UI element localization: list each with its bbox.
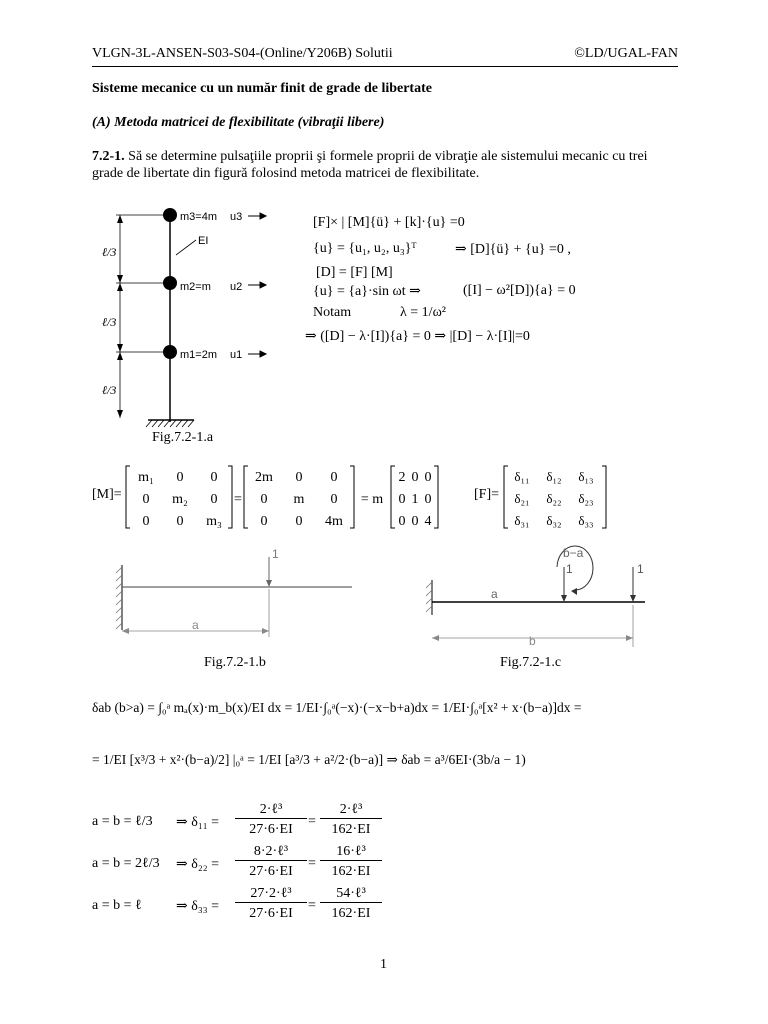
f-cell: δ₃₂ [546,513,562,528]
m-matrix-label: [M]= [92,487,122,502]
u2-label: u2 [230,281,243,293]
mn-cell: 4 [424,514,432,529]
m-cell: 0 [210,470,218,485]
eq-2b: ⇒ [D]{ü} + {u} =0 , [455,242,571,257]
m-cell: m₁ [138,470,154,485]
mass-1-label: m1=2m [180,349,217,361]
u3-label: u3 [230,211,243,223]
coeff-den1: 27·6·EI [249,864,293,879]
mv-cell: m [293,492,305,507]
displacement-arrows [248,213,266,357]
load-arrow [266,580,272,587]
fig-c-caption: Fig.7.2-1.c [500,655,562,670]
f-cell: δ₁₃ [578,469,594,484]
m-cell: 0 [142,492,150,507]
dim-arrow [117,283,123,291]
f-cell: δ₂₃ [578,491,594,506]
header-left: VLGN-3L-ANSEN-S03-S04-(Online/Y206B) Solutii [92,46,393,61]
dim-label: a [192,618,199,632]
eq-5b: λ = 1/ω² [400,305,446,320]
mv-cell: 0 [295,470,303,485]
eq-4b: ([I] − ω²[D]){a} = 0 [463,283,576,298]
mn-cell: 2 [398,470,406,485]
figure-a [98,200,288,430]
problem-statement [92,148,680,182]
ei-pointer [176,240,196,255]
mv-cell: 0 [260,514,268,529]
f-cell: δ₁₂ [546,469,562,484]
coeff-num1: 8·2·ℓ³ [235,844,307,861]
section-subtitle: (A) Metoda matricei de flexibilitate (vibraţii libere) [92,115,385,130]
m-cell: m₃ [206,514,222,529]
figure-b [112,545,362,640]
f-cell: δ₃₁ [514,513,530,528]
coeff-den2: 162·EI [331,906,371,921]
mass-1 [163,345,177,359]
coeff-num2: 2·ℓ³ [320,802,382,819]
m-cell: m₂ [172,492,188,507]
derivation-line-2: = 1/EI [x³/3 + x²·(b−a)/2] |₀ᵃ = 1/EI [a³/3 + a²/2·(b−a)] ⇒ δab = a³/6EI·(3b/a − 1) [92,752,526,767]
m-factor: = m [360,492,384,507]
coeff-num1: 27·2·ℓ³ [235,886,307,903]
dim-arrow [117,410,123,418]
dim-a-label: a [491,587,498,601]
mass-2 [163,276,177,290]
mv-cell: 4m [325,514,343,529]
f-cell: δ₃₃ [578,513,594,528]
coeff-symbol: ⇒ δ₃₃ = [176,899,219,914]
load-label-2: 1 [637,562,644,576]
seg-label-2: ℓ/3 [102,315,117,329]
m-cell: 0 [210,492,218,507]
mn-cell: 0 [411,514,419,529]
coeff-symbol: ⇒ δ₁₁ = [176,815,219,830]
load-arrow-1 [561,595,567,602]
coefficients-block [92,802,392,928]
mass-2-label: m2=m [180,281,211,293]
mv-cell: 0 [295,514,303,529]
mv-cell: 2m [255,470,273,485]
coeff-symbol: ⇒ δ₂₂ = [176,857,219,872]
f-cell: δ₂₁ [514,491,530,506]
wall-hatch [426,582,432,612]
dim-arrow [117,344,123,352]
mass-3 [163,208,177,222]
moment-arrow [571,588,577,595]
problem-text: Să se determine pulsaţiile proprii şi formele proprii de vibraţie ale sistemului mecanic cu trei grade de libertate din figură folosind metoda matricei de flexibilitate. [92,149,648,181]
figure-c [425,545,660,650]
mv-cell: 0 [260,492,268,507]
eq-2a: {u} = {u₁, u₂, u₃}ᵀ [313,241,417,256]
f-matrix-label: [F]= [474,487,500,502]
problem-number: 7.2-1. [92,149,125,164]
u1-label: u1 [230,349,243,361]
load-arrow-2 [630,595,636,602]
coeff-num2: 54·ℓ³ [320,886,382,903]
m-cell: 0 [176,514,184,529]
coeff-den2: 162·EI [331,864,371,879]
fig-b-caption: Fig.7.2-1.b [204,655,266,670]
coeff-row: a = b = ℓ/3 ⇒ δ₁₁ = 2·ℓ³ 27·6·EI = 2·ℓ³ 162·EI [92,802,392,844]
eq-6: ⇒ ([D] − λ·[I]){a} = 0 ⇒ |[D] − λ·[I]|=0 [305,329,530,344]
mv-cell: 0 [330,492,338,507]
wall-hatch [116,567,122,629]
m-cell: 0 [142,514,150,529]
mn-cell: 1 [411,492,419,507]
dim-arrow [117,275,123,283]
eq-3: [D] = [F] [M] [316,265,393,280]
equals-sign: = [234,492,242,507]
coeff-den1: 27·6·EI [249,822,293,837]
load-label-1: 1 [566,562,573,576]
mv-cell: 0 [330,470,338,485]
coeff-row: a = b = ℓ ⇒ δ₃₃ = 27·2·ℓ³ 27·6·EI = 54·ℓ³ 162·EI [92,886,392,928]
dim-b-label: b [529,634,536,648]
coeff-ab: a = b = ℓ/3 [92,814,153,829]
seg-label-3: ℓ/3 [102,245,117,259]
dim-arrow [117,215,123,223]
ei-label: EI [198,235,209,247]
coeff-ab: a = b = 2ℓ/3 [92,856,160,871]
load-label: 1 [272,547,279,561]
derivation-line-1: δab (b>a) = ∫₀ᵃ mₐ(x)·m_b(x)/EI dx = 1/EI·∫₀ᵃ(−x)·(−x−b+a)dx = 1/EI·∫₀ᵃ[x² + x·(b−a)]dx = [92,700,582,715]
seg-label-1: ℓ/3 [102,383,117,397]
mn-cell: 0 [398,492,406,507]
moment-label: b−a [563,546,584,560]
section-title: Sisteme mecanice cu un număr finit de grade de libertate [92,81,432,96]
f-cell: δ₁₁ [514,469,530,484]
mass-3-label: m3=4m [180,211,217,223]
coeff-num2: 16·ℓ³ [320,844,382,861]
header-right: ©LD/UGAL-FAN [574,46,678,61]
mn-cell: 0 [424,492,432,507]
page-number: 1 [380,957,387,972]
coeff-row: a = b = 2ℓ/3 ⇒ δ₂₂ = 8·2·ℓ³ 27·6·EI = 16·ℓ³ 162·EI [92,844,392,886]
eq-4a: {u} = {a}·sin ωt ⇒ [313,284,421,299]
m-cell: 0 [176,470,184,485]
eq-5a: Notam [313,305,352,320]
coeff-den1: 27·6·EI [249,906,293,921]
f-cell: δ₂₂ [546,491,562,506]
coeff-den2: 162·EI [331,822,371,837]
page-header [92,44,678,67]
fig-a-caption: Fig.7.2-1.a [152,430,214,445]
f-matrix [502,464,612,530]
mn-cell: 0 [424,470,432,485]
coeff-ab: a = b = ℓ [92,898,142,913]
coeff-num1: 2·ℓ³ [235,802,307,819]
mn-cell: 0 [398,514,406,529]
dim-arrow [117,352,123,360]
eq-1: [F]× | [M]{ü} + [k]·{u} =0 [313,215,465,230]
mn-cell: 0 [411,470,419,485]
